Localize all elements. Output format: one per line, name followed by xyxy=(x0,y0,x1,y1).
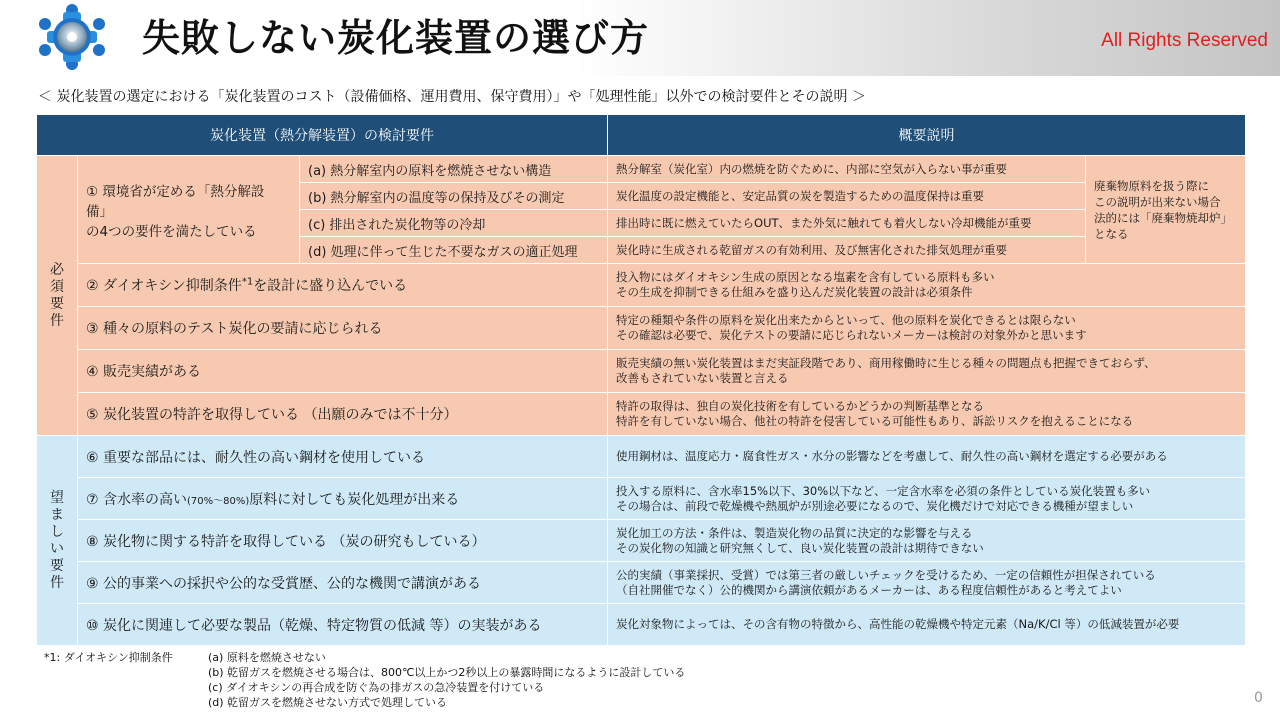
requirement-desc-text: 投入物にはダイオキシン生成の原因となる塩素を含有している原料も多い その生成を抑制できる仕組みを盛り込んだ炭化装置の設計は必須条件 xyxy=(616,270,995,299)
footnote-line: (d) 乾留ガスを燃焼させない方式で処理している xyxy=(208,696,448,709)
table-row xyxy=(37,436,1246,478)
requirement-desc-text: 特許の取得は、独自の炭化技術を有しているかどうかの判断基準となる 特許を有していない場合、他社の特許を侵害している可能性もあり、訴訟リスクを抱えることになる xyxy=(616,399,1134,428)
subrequirement-label: (d) 処理に伴って生じた不要なガスの適正処理 xyxy=(300,237,608,264)
subrequirement-label: (b) 熱分解室内の温度等の保持及びその測定 xyxy=(300,183,608,210)
table-row xyxy=(37,156,1246,183)
legal-note xyxy=(1086,156,1246,264)
table-row xyxy=(37,604,1246,646)
category-required-label: 必 須 要 件 xyxy=(50,261,64,329)
table-row xyxy=(37,307,1246,350)
requirement-desc xyxy=(608,264,1246,307)
footnote-line: (a) 原料を燃焼させない xyxy=(208,651,326,664)
footnote-line: (c) ダイオキシンの再合成を防ぐ為の排ガスの急冷装置を付けている xyxy=(208,681,545,694)
table-row xyxy=(37,393,1246,436)
category-desirable-label: 望 ま し い 要 件 xyxy=(50,489,64,591)
subrequirement-desc: 熱分解室（炭化室）内の燃焼を防ぐために、内部に空気が入らない事が重要 xyxy=(608,156,1086,183)
requirement-item xyxy=(78,264,608,307)
table-row xyxy=(37,264,1246,307)
table-row xyxy=(37,478,1246,520)
requirement-item: ③ 種々の原料のテスト炭化の要請に応じられる xyxy=(78,307,608,350)
requirement-desc-text: 炭化加工の方法・条件は、製造炭化物の品質に決定的な影響を与える その炭化物の知識と研究無くして、良い炭化装置の設計は期待できない xyxy=(616,525,984,555)
page-subtitle: ＜ 炭化装置の選定における「炭化装置のコスト（設備価格、運用費用、保守費用）」や「処理性能」以外での検討要件とその説明 ＞ xyxy=(38,89,866,105)
table-header-row xyxy=(37,115,1246,156)
table-row xyxy=(37,562,1246,604)
moisture-range: (70%～80%) xyxy=(187,495,250,507)
requirement-desc xyxy=(608,307,1246,350)
requirement-item: ⑩ 炭化に関連して必要な製品（乾燥、特定物質の低減 等）の実装がある xyxy=(78,604,608,646)
requirement-desc xyxy=(608,562,1246,604)
requirement-item-label: ⑦ 含水率の高い xyxy=(86,491,188,508)
subrequirement-desc: 炭化時に生成される乾留ガスの有効利用、及び無害化された排気処理が重要 xyxy=(608,237,1086,264)
requirement-item: ⑤ 炭化装置の特許を取得している （出願のみでは不十分） xyxy=(78,393,608,436)
table-row xyxy=(37,350,1246,393)
requirement-desc xyxy=(608,350,1246,393)
page-title: 失敗しない炭化装置の選び方 xyxy=(142,16,650,60)
gear-logo-icon xyxy=(36,4,108,70)
subrequirement-label: (c) 排出された炭化物等の冷却 xyxy=(300,210,608,237)
legal-note-text: 廃棄物原料を扱う際に この説明が出来ない場合 法的には「廃棄物焼却炉」 となる xyxy=(1094,178,1233,241)
footnote-line: (b) 乾留ガスを燃焼させる場合は、800℃以上かつ2秒以上の暴露時間になるように設計している xyxy=(208,666,686,679)
page-number: 0 xyxy=(1254,690,1263,706)
requirement-item: ⑥ 重要な部品には、耐久性の高い鋼材を使用している xyxy=(78,436,608,478)
requirement-item xyxy=(78,156,300,264)
requirement-desc xyxy=(608,393,1246,436)
header-description: 概要説明 xyxy=(608,115,1246,156)
table-row xyxy=(37,520,1246,562)
requirement-desc: 炭化対象物によっては、その含有物の特徴から、高性能の乾燥機や特定元素（Na/K/Cl 等）の低減装置が必要 xyxy=(608,604,1246,646)
requirement-desc xyxy=(608,478,1246,520)
requirement-desc-text: 特定の種類や条件の原料を炭化出来たからといって、他の原料を炭化できるとは限らない その確認は必要で、炭化テストの要請に応じられないメーカーは検討の対象外かと思います xyxy=(616,313,1087,342)
requirement-desc-text: 投入する原料に、含水率15%以下、30%以下など、一定含水率を必須の条件としている炭化装置も多い その場合は、前段で乾燥機や熱風炉が別途必要になるので、炭化機だけで対応できる機種が望ましい xyxy=(616,483,1151,513)
category-required xyxy=(37,156,78,436)
header-bar xyxy=(0,0,1280,76)
footnote-lines xyxy=(208,650,685,710)
header-requirements: 炭化装置（熱分解装置）の検討要件 xyxy=(37,115,608,156)
category-desirable xyxy=(37,436,78,646)
requirement-desc-text: 公的実績（事業採択、受賞）では第三者の厳しいチェックを受けるため、一定の信頼性が担保されている （自社開催でなく）公的機関から講演依頼があるメーカーは、ある程度信頼性があると考えてよい xyxy=(616,567,1156,597)
requirement-item xyxy=(78,478,608,520)
requirement-item: ⑨ 公的事業への採択や公的な受賞歴、公的な機関で講演がある xyxy=(78,562,608,604)
requirement-item-label-rest: を設計に盛り込んでいる xyxy=(253,278,408,294)
requirement-desc-text: 販売実績の無い炭化装置はまだ実証段階であり、商用稼働時に生じる種々の問題点も把握できておらず、 改善もされていない装置と言える xyxy=(616,356,1156,385)
requirement-item: ④ 販売実績がある xyxy=(78,350,608,393)
rights-notice: All Rights Reserved xyxy=(1101,30,1268,51)
subrequirement-desc: 炭化温度の設定機能と、安定品質の炭を製造するための温度保持は重要 xyxy=(608,183,1086,210)
requirement-item-label-rest: 原料に対しても炭化処理が出来る xyxy=(249,491,460,508)
requirement-item: ⑧ 炭化物に関する特許を取得している （炭の研究もしている） xyxy=(78,520,608,562)
requirement-desc: 使用鋼材は、温度応力・腐食性ガス・水分の影響などを考慮して、耐久性の高い鋼材を選定する必要がある xyxy=(608,436,1246,478)
footnote-label: *1: ダイオキシン抑制条件 xyxy=(44,651,173,664)
requirements-table xyxy=(36,114,1246,646)
requirement-item-label: ① 環境省が定める「熱分解設備」 の4つの要件を満たしている xyxy=(86,183,265,240)
requirement-desc xyxy=(608,520,1246,562)
requirement-item-label: ② ダイオキシン抑制条件 xyxy=(86,278,242,294)
footnote-mark: *1 xyxy=(241,276,254,288)
subrequirement-desc: 排出時に既に燃えていたらOUT、また外気に触れても着火しない冷却機能が重要 xyxy=(608,210,1086,237)
subrequirement-label: (a) 熱分解室内の原料を燃焼させない構造 xyxy=(300,156,608,183)
